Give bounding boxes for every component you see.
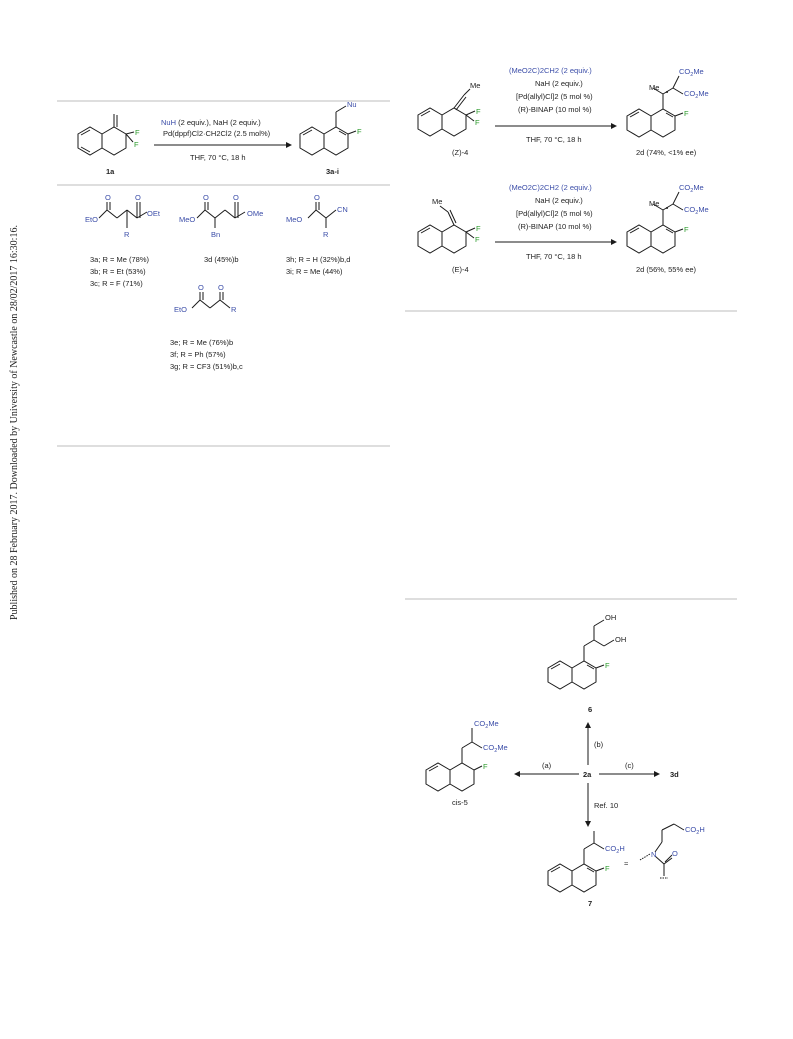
svg-text:F: F <box>134 140 139 149</box>
svg-text:R: R <box>124 230 130 239</box>
svg-text:R: R <box>323 230 329 239</box>
svg-text:F: F <box>476 107 481 116</box>
svg-text:CO2H: $CO_2H$ <box>605 844 625 855</box>
structure-cis-5 <box>426 719 508 791</box>
svg-text:F: F <box>135 128 140 137</box>
svg-text:Me: Me <box>649 199 660 208</box>
scheme-2 <box>405 66 737 311</box>
reagent-binap-bottom: (R)-BINAP (10 mol %) <box>518 222 592 231</box>
label-2d-bottom: 2d (56%, 55% ee) <box>636 265 697 274</box>
reagent-line-2: Pd(dppf)Cl2·CH2Cl2 (2.5 mol%) <box>163 129 271 138</box>
svg-text:F: F <box>475 235 480 244</box>
arrow-label-a: (a) <box>542 761 552 770</box>
structure-ketoester <box>174 283 237 314</box>
reagent-pd-top: [Pd(allyl)Cl]2 (5 mol %) <box>516 92 593 101</box>
structure-6 <box>548 613 626 689</box>
entry-3b: 3b; R = Et (53%) <box>90 267 146 276</box>
svg-text:Me: Me <box>432 197 443 206</box>
scheme-3 <box>405 599 737 908</box>
structure-peptide-fragment <box>640 824 705 878</box>
svg-text:MeO: MeO <box>179 215 196 224</box>
svg-text:Me: Me <box>470 81 481 90</box>
reagent-nah-bottom: NaH (2 equiv.) <box>535 196 583 205</box>
svg-text:Me: Me <box>649 83 660 92</box>
svg-text:O: O <box>135 193 141 202</box>
svg-text:EtO: EtO <box>174 305 187 314</box>
label-7: 7 <box>588 899 593 908</box>
reagent-binap-top: (R)-BINAP (10 mol %) <box>518 105 592 114</box>
svg-text:Nu: Nu <box>347 100 357 109</box>
svg-text:F: F <box>605 864 610 873</box>
svg-text:F: F <box>483 762 488 771</box>
conditions-top: THF, 70 °C, 18 h <box>526 135 582 144</box>
svg-text:O: O <box>105 193 111 202</box>
svg-text:CO2Me: $CO_2Me$ <box>679 183 704 194</box>
arrow-label-ref: Ref. 10 <box>594 801 619 810</box>
svg-text:CO2Me: $CO_2Me$ <box>474 719 499 730</box>
structure-benzyl-diester <box>179 193 263 239</box>
label-3a-i: 3a-i <box>326 167 339 176</box>
conditions-bottom: THF, 70 °C, 18 h <box>526 252 582 261</box>
label-z-4: (Z)-4 <box>452 148 469 157</box>
label-cis-5: cis-5 <box>452 798 468 807</box>
label-e-4: (E)-4 <box>452 265 469 274</box>
label-6: 6 <box>588 705 593 714</box>
reagent-pd-bottom: [Pd(allyl)Cl]2 (5 mol %) <box>516 209 593 218</box>
svg-text:MeO: MeO <box>286 215 303 224</box>
approx-sign: ≈ <box>624 859 629 868</box>
reagent-malonate-top: (MeO2C)2CH2 (2 equiv.) <box>509 66 592 75</box>
svg-text:F: F <box>605 661 610 670</box>
entry-3g: 3g; R = CF3 (51%)b,c <box>170 362 243 371</box>
structure-7 <box>548 831 625 892</box>
conditions-line: THF, 70 °C, 18 h <box>190 153 246 162</box>
svg-text:N: N <box>651 850 657 859</box>
structure-2d-top <box>627 67 709 137</box>
label-1a: 1a <box>106 167 115 176</box>
svg-text:OEt: OEt <box>147 209 160 218</box>
svg-text:CO2Me: $CO_2Me$ <box>684 205 709 216</box>
svg-text:CO2Me: $CO_2Me$ <box>684 89 709 100</box>
entry-3h: 3h; R = H (32%)b,d <box>286 255 351 264</box>
structure-e-4 <box>418 197 481 253</box>
svg-text:F: F <box>684 225 689 234</box>
svg-text:F: F <box>684 109 689 118</box>
svg-text:CO2Me: $CO_2Me$ <box>679 67 704 78</box>
svg-text:O: O <box>672 849 678 858</box>
entry-3f: 3f; R = Ph (57%) <box>170 350 226 359</box>
svg-text:Bn: Bn <box>211 230 221 239</box>
reagent-nah-top: NaH (2 equiv.) <box>535 79 583 88</box>
svg-text:CN: CN <box>337 205 348 214</box>
svg-text:CO2Me: $CO_2Me$ <box>483 743 508 754</box>
label-2d-top: 2d (74%, <1% ee) <box>636 148 697 157</box>
svg-text:OH: OH <box>605 613 617 622</box>
entry-3i: 3i; R = Me (44%) <box>286 267 343 276</box>
reagent-line-1: NuH (2 equiv.), NaH (2 equiv.) <box>161 118 261 127</box>
svg-text:OMe: OMe <box>247 209 264 218</box>
svg-text:CO2H: $CO_2H$ <box>685 825 705 836</box>
svg-text:O: O <box>198 283 204 292</box>
structure-z-4 <box>418 81 481 136</box>
svg-text:O: O <box>233 193 239 202</box>
arrow-label-c: (c) <box>625 761 634 770</box>
svg-text:O: O <box>218 283 224 292</box>
structure-3a-i <box>300 100 362 155</box>
reagent-malonate-bottom: (MeO2C)2CH2 (2 equiv.) <box>509 183 592 192</box>
scheme-1 <box>57 100 390 446</box>
structure-diester <box>85 193 161 239</box>
svg-text:O: O <box>203 193 209 202</box>
svg-text:F: F <box>475 118 480 127</box>
structure-cyanoester <box>286 193 348 239</box>
entry-3c: 3c; R = F (71%) <box>90 279 143 288</box>
structure-1a <box>78 114 140 155</box>
publication-sidebar: Published on 28 February 2017. Downloaded by University of Newcastle on 28/02/2017 16:30:16. <box>9 225 20 620</box>
structure-2d-bottom <box>627 183 709 253</box>
svg-text:R: R <box>231 305 237 314</box>
entry-3d: 3d (45%)b <box>204 255 239 264</box>
svg-text:F: F <box>357 127 362 136</box>
arrow-label-b: (b) <box>594 740 604 749</box>
label-3d: 3d <box>670 770 679 779</box>
svg-text:OH: OH <box>615 635 627 644</box>
svg-text:F: F <box>476 224 481 233</box>
svg-text:O: O <box>314 193 320 202</box>
entry-3e: 3e; R = Me (76%)b <box>170 338 234 347</box>
label-2a: 2a <box>583 770 592 779</box>
svg-text:EtO: EtO <box>85 215 98 224</box>
entry-3a: 3a; R = Me (78%) <box>90 255 149 264</box>
